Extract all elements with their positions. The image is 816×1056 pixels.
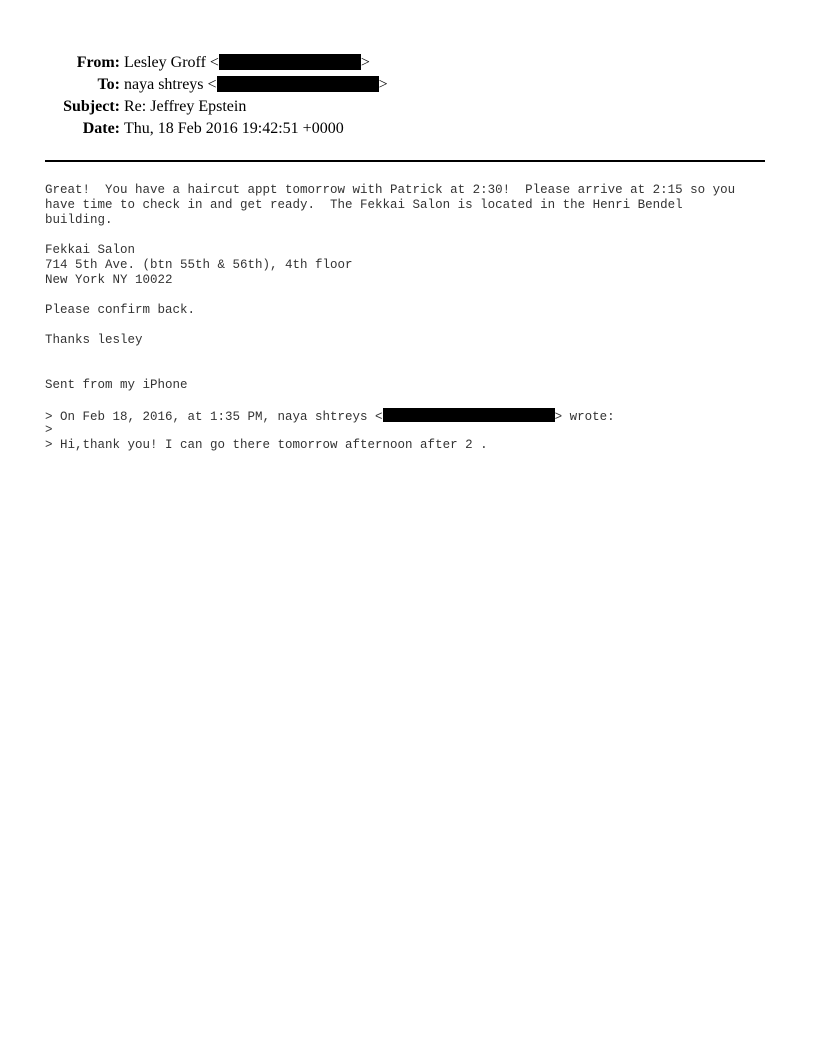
email-header xyxy=(0,52,816,140)
redacted-to-email xyxy=(217,76,379,92)
sent-from-line: Sent from my iPhone xyxy=(45,378,188,392)
to-row xyxy=(0,74,816,96)
quote-blank-line: > xyxy=(45,423,53,437)
quote-intro-line xyxy=(45,408,775,423)
subject-value: Re: Jeffrey Epstein xyxy=(124,98,247,115)
spacer xyxy=(45,228,775,243)
header-divider xyxy=(45,160,765,162)
email-body xyxy=(45,183,775,453)
date-value: Thu, 18 Feb 2016 19:42:51 +0000 xyxy=(124,120,344,137)
confirm-line: Please confirm back. xyxy=(45,303,196,317)
quote-text-line: > Hi,thank you! I can go there tomorrow afternoon after 2 . xyxy=(45,438,488,452)
spacer xyxy=(45,318,775,333)
quote-intro-pre: > On Feb 18, 2016, at 1:35 PM, naya shtreys < xyxy=(45,410,383,424)
from-label: From: xyxy=(76,54,120,71)
from-value xyxy=(124,52,370,74)
to-value xyxy=(124,74,388,96)
quote-intro-post: > wrote: xyxy=(554,410,615,424)
thanks-line: Thanks lesley xyxy=(45,333,143,347)
from-close: > xyxy=(360,54,370,71)
body-line: building. xyxy=(45,213,113,227)
from-name: Lesley Groff < xyxy=(124,54,219,71)
address-line: Fekkai Salon xyxy=(45,243,136,257)
redacted-quote-email xyxy=(383,408,555,422)
address-line: 714 5th Ave. (btn 55th & 56th), 4th floor xyxy=(45,258,353,272)
to-name: naya shtreys < xyxy=(124,76,217,93)
spacer xyxy=(45,348,775,378)
body-line: Great! You have a haircut appt tomorrow with Patrick at 2:30! Please arrive at 2:15 so you xyxy=(45,183,736,197)
date-row xyxy=(0,118,816,140)
subject-label: Subject: xyxy=(63,98,120,115)
spacer xyxy=(45,288,775,303)
to-close: > xyxy=(378,76,388,93)
body-line: have time to check in and get ready. The Fekkai Salon is located in the Henri Bendel xyxy=(45,198,683,212)
date-label: Date: xyxy=(82,120,120,137)
address-line: New York NY 10022 xyxy=(45,273,173,287)
subject-row xyxy=(0,96,816,118)
redacted-from-email xyxy=(219,54,361,70)
to-label: To: xyxy=(97,76,120,93)
spacer xyxy=(45,393,775,408)
from-row xyxy=(0,52,816,74)
